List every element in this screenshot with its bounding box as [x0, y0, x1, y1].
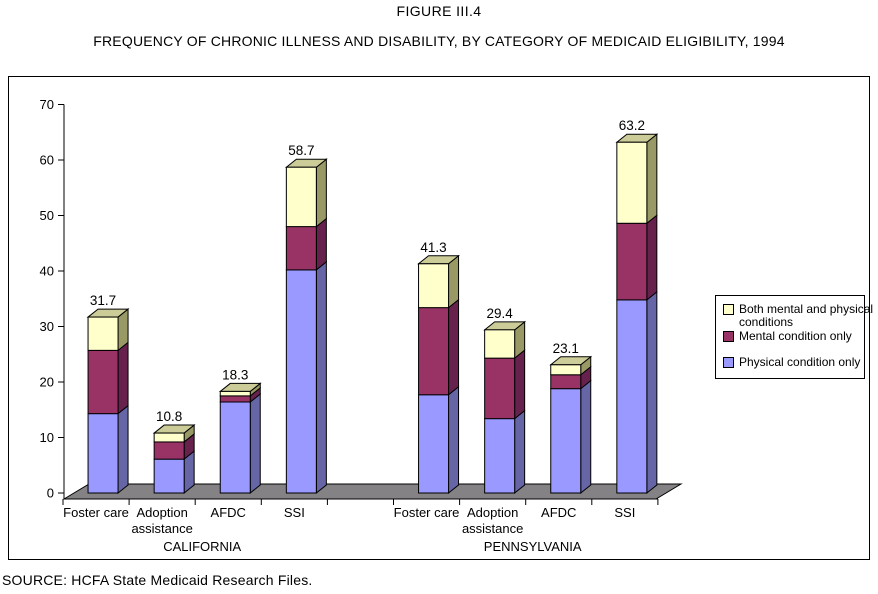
svg-text:70: 70	[39, 97, 54, 112]
bar-foster-care-california	[88, 309, 128, 493]
svg-text:41.3: 41.3	[420, 239, 447, 255]
svg-text:CALIFORNIA: CALIFORNIA	[163, 539, 242, 554]
category-label	[462, 505, 523, 536]
legend-swatch-both	[723, 304, 734, 315]
svg-text:Foster care: Foster care	[63, 505, 129, 520]
group-label-pennsylvania	[484, 539, 582, 554]
svg-text:10: 10	[39, 430, 54, 445]
svg-text:PENNSYLVANIA: PENNSYLVANIA	[483, 539, 582, 554]
svg-text:60: 60	[39, 152, 54, 168]
legend-label-physical: Physical condition only	[739, 355, 861, 369]
svg-text:SSI: SSI	[614, 505, 636, 520]
svg-text:0: 0	[46, 485, 54, 501]
legend-swatch-mental	[723, 331, 734, 342]
svg-text:AFDC: AFDC	[541, 505, 577, 520]
svg-text:30: 30	[39, 319, 54, 334]
category-label	[541, 505, 576, 520]
svg-text:AFDC: AFDC	[210, 505, 246, 520]
bar-adoption-assistance-pennsylvania	[485, 322, 525, 493]
legend-item-both	[723, 302, 874, 329]
svg-text:50: 50	[39, 208, 54, 223]
bar-value-label	[90, 293, 116, 308]
category-label	[284, 505, 305, 520]
bar-value-label	[553, 341, 579, 356]
svg-text:Adoption: Adoption	[136, 505, 188, 520]
bar-value-label	[487, 306, 514, 321]
bar-value-label	[619, 118, 645, 133]
figure-subtitle: FREQUENCY OF CHRONIC ILLNESS AND DISABILITY, BY CATEGORY OF MEDICAID ELIGIBILITY, 1994	[93, 33, 785, 49]
svg-text:assistance: assistance	[461, 521, 524, 536]
legend-swatch-physical	[723, 357, 734, 368]
chart-legend	[715, 295, 874, 379]
svg-text:18.3: 18.3	[222, 367, 249, 383]
bar-value-label	[420, 240, 446, 255]
source-note: SOURCE: HCFA State Medicaid Research Files.	[2, 572, 313, 588]
svg-text:40: 40	[39, 263, 54, 279]
legend-item-mental	[723, 330, 862, 343]
svg-text:58.7: 58.7	[288, 143, 315, 159]
category-label	[131, 505, 192, 536]
category-label	[614, 505, 635, 520]
bar-ssi-california	[286, 159, 326, 493]
legend-label-both: Both mental and physical conditions	[739, 302, 874, 329]
svg-text:10.8: 10.8	[156, 409, 183, 425]
y-axis	[40, 97, 64, 501]
legend-item-physical	[723, 356, 862, 369]
svg-text:63.2: 63.2	[618, 118, 645, 134]
bar-adoption-assistance-california	[154, 425, 194, 493]
bar-afdc-pennsylvania	[551, 357, 591, 493]
svg-text:Foster care: Foster care	[393, 505, 460, 520]
bar-value-label	[222, 367, 248, 382]
svg-text:Adoption: Adoption	[466, 505, 519, 520]
category-label	[394, 505, 460, 520]
group-label-california	[163, 539, 241, 554]
svg-text:29.4: 29.4	[486, 305, 513, 321]
figure-title: FIGURE III.4	[396, 3, 482, 19]
bar-value-label	[288, 143, 314, 158]
bar-afdc-california	[220, 383, 260, 493]
bar-value-label	[156, 409, 182, 424]
bar-foster-care-pennsylvania	[419, 256, 459, 493]
category-label	[63, 505, 129, 520]
svg-text:31.7: 31.7	[89, 293, 117, 309]
chart-frame	[8, 76, 874, 560]
legend-label-mental: Mental condition only	[739, 329, 852, 343]
svg-text:SSI: SSI	[283, 505, 305, 520]
bar-ssi-pennsylvania	[617, 134, 657, 493]
svg-text:23.1: 23.1	[552, 340, 579, 356]
category-label	[211, 505, 246, 520]
svg-text:20: 20	[39, 374, 54, 390]
svg-text:assistance: assistance	[131, 521, 193, 536]
